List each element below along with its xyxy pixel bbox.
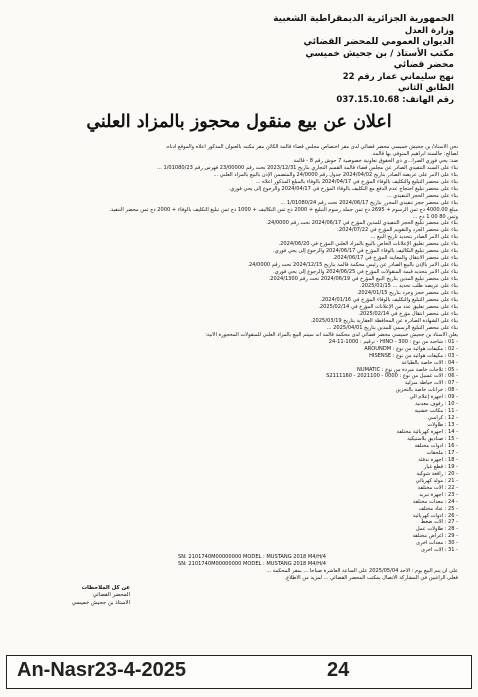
newspaper-footer xyxy=(6,655,472,689)
notice-body-line: - 31 : آلات أخرى xyxy=(420,547,458,554)
notice-body-line: بناء على عريضة طلب تحديد ... 2025/01/15. xyxy=(359,283,458,290)
notice-body-line: بناء على محضر حجز تنفيذي المحرر بتاريخ 2024/06/17 تحت رقم 1/01080/24 ... xyxy=(280,199,458,206)
notice-body-line: بناء على محضر تبليغ الحجز التنفيذي للمدين المؤرخ في 2024/06/17 تحت رقم 24/0000. xyxy=(266,220,458,227)
notice-body-line: - 11 : مكاتب خشبية xyxy=(414,408,458,415)
notice-body-line: بناء على محضر حجز وجرد بتاريخ 2024/01/15. xyxy=(356,290,458,297)
signature-line: عن كل الملاحظات xyxy=(81,585,130,591)
notice-body xyxy=(46,144,458,582)
notice-body-line: بناء على محضر تعليق الإعلانات الخاص بالبيع بالمزاد العلني المؤرخ في 2024/06/20. xyxy=(278,241,458,248)
notice-body-line: بناء على السند التنفيذي الصادر عن مجلس قضاء قالمة القسم التجاري بتاريخ 2023/12/31 تحت رقم 23/00000 فهرس رقم 1/01080/23 ... xyxy=(156,164,458,171)
header-line: نهج سليماني عمار رقم 22 xyxy=(342,71,454,82)
notice-body-line: بناء على الشهادة الصادرة عن المحافظة العقارية بتاريخ 2025/03/19. xyxy=(310,317,458,324)
notice-body-line: - 24 : معدات مختلفة xyxy=(412,498,458,505)
notice-body-line: - 12 : كراسي xyxy=(427,415,458,422)
notice-body-line: - 07 : آلات خياطة منزلية xyxy=(404,380,458,387)
notice-body-line: بناء على الأمر بتحديد قيمة المنقولات المؤرخ في 2024/06/25 والرجوع إلى يحي فوزي. xyxy=(273,269,458,276)
notice-body-line: على أن يتم البيع يوم : الأحد 2025/05/04 على الساعة العاشرة صباحا ... بمقر المحكمة ... xyxy=(266,568,458,575)
notice-body-line: - 06 : آلات غسيل من نوع : S2111160 - 2021100 - 0000 xyxy=(326,373,458,380)
notice-body-line: - 08 : خزانات خاصة بالتخزين xyxy=(395,387,458,394)
notice-body-line: - 03 : مكيفات هوائية من نوع : HISENSE xyxy=(369,352,458,359)
notice-body-line: - 23 : أجهزة تبريد xyxy=(419,491,458,498)
notice-body-line: SN: 2101740M00000000 MODEL : MUSTANG 2018 M4/H/4 xyxy=(178,554,326,561)
header-line: الديوان العمومي للمحضر القضائي xyxy=(303,37,454,47)
notice-body-line: بناء على محضر الانتقال والمعاينة المؤرخ في 2024/06/17. xyxy=(332,255,458,262)
notice-body-line: - 18 : أجهزة تدفئة xyxy=(418,456,458,463)
notice-body-line: - 13 : طاولات xyxy=(427,422,458,429)
notice-body-line: بناء على محضر تبليغ المدين بتاريخ البيع المؤرخ في 2024/06/19 تحت رقم 2024/1300. xyxy=(268,276,458,283)
signature-line: الأستاذ بن جحيش خميسي xyxy=(71,599,130,606)
notice-body-line: يعلن الأستاذ بن جحيش خميسي محضر قضائي لدى محكمة قالمة أنه سيتم البيع بالمزاد العلني للمنقولات المحجوزة الآتية: xyxy=(205,331,458,338)
notice-body-line: بناء على محضر الحجز التنفيذي ... xyxy=(386,192,458,199)
header-line: الطابق الثاني xyxy=(398,83,454,93)
notice-body-line: بناء على محضر تبليغ التكاليف بالوفاء المؤرخ في 2024/06/17 والرجوع إلى يحي فوزي. xyxy=(273,248,458,255)
notice-body-line: - 05 : ثلاجات خاصة مبردة من نوع : NUMATIC xyxy=(357,366,458,373)
notice-body-line: فعلى الراغبين في المشاركة الاتصال بمكتب المحضر القضائي ... لمزيد من الاطلاع. xyxy=(284,575,458,582)
notice-body-line: بناء على محضر الجرد والتقويم المؤرخ في 2024/07/22. xyxy=(337,227,458,234)
notice-title: اعلان عن بيع منقول محجوز بالمزاد العلني xyxy=(86,112,392,132)
notice-body-line: مبلغ 4000.00 دج ثمن الرسوم + 2695 دج ثمن جملة رسوم التبليغ + 2000 دج ثمن التكاليف + 1000 دج ثمن تبليغ التكليف بالوفاء + 2000 دج ثمن محضر التنفيذ. xyxy=(109,206,458,213)
notice-body-line: - 22 : آلات مختلفة xyxy=(417,484,458,491)
notice-body-line: بناء على محضر انتقال مؤرخ في 2025/02/14. xyxy=(358,310,458,317)
notice-body-line: - 30 : معدات أخرى xyxy=(416,540,458,547)
notice-body-line: وثمن 80 00 1 دج ... xyxy=(412,213,458,220)
notice-body-line: بناء على محضر التبليغ والتكليف بالوفاء المؤرخ في 2024/04/17 بالوفاء بالمبلغ المذكور أعلاه ... xyxy=(255,178,458,185)
notice-body-line: نحن الأستاذ/ بن جحيش خميسي محضر قضائي لدى مقر اختصاص مجلس قضاء قالمة الكائن مقر مكتبه بالعنوان المذكور أعلاه والموقع أدناه. xyxy=(165,144,458,150)
notice-body-line: - 15 : صناديق بلاستيكية xyxy=(407,436,458,443)
notice-body-line: - 28 : طاولات عمل xyxy=(415,526,458,533)
notice-body-line: بناء على محضر تبليغ احتجاج عدم الدفع مع التكليف بالوفاء المؤرخ في 2024/04/17 والرجوع إلى يحي فوزي. xyxy=(228,185,458,192)
header-line: الجمهورية الجزائرية الديمقراطية الشعبية xyxy=(273,14,454,24)
notice-body-line: - 17 : ملحقات xyxy=(426,449,458,456)
notice-body-line: لصالح: جالستة ابراهيم المتوفى بها قالمة. xyxy=(371,150,458,157)
notice-body-line: بناء على الأمر بالإذن بالبيع الصادر عن رئيس محكمة قالمة بتاريخ 2024/12/15 تحت رقم 24/0000. xyxy=(247,262,458,269)
notice-body-line: بناء على الأمر الصادر بتحديد تاريخ البيع ... xyxy=(370,234,458,241)
notice-body-line: - 09 : أجهزة إعلام آلي xyxy=(409,394,458,401)
header-line: وزارة العدل xyxy=(404,25,454,36)
notice-body-line: - 14 : أجهزة كهربائية مختلفة xyxy=(396,429,458,436)
newspaper-source: An-Nasr23-4-2025 xyxy=(17,659,186,681)
signature-block xyxy=(40,585,130,607)
header-line: رقم الهاتف: 037.15.10.68 xyxy=(336,94,454,105)
notice-body-line: ضد: يحي فوزي الصرا...ي ذي الحقوق تعاونية خصوصية 7 حوش رقم 8 - قالمة xyxy=(293,157,458,164)
notice-body-line: - 02 : مكيفات هوائية من نوع : AROUNDM xyxy=(364,345,458,352)
notice-body-line: - 29 : أغراض مختلفة xyxy=(412,533,458,540)
notice-body-line: - 20 : رافعة شوكية xyxy=(416,470,458,477)
notice-body-line: - 19 : قطع غيار xyxy=(423,463,458,470)
notice-body-line: - 21 : مولد كهربائي xyxy=(415,477,458,484)
notice-body-line: - 01 : شاحنة من نوع : HINO - 300 - ترقيم : 1000-11-24 xyxy=(328,338,458,345)
notice-body-line: بناء على محضر التبليغ الرسمي للمدين بتاريخ 2025/04/01 ... xyxy=(326,324,458,331)
signature-line: المحضر القضائي xyxy=(92,592,130,599)
notice-body-line: بناء على الأمر على عريضة الصادر بتاريخ 2024/04/02 جدول رقم 24/0000 والمتضمن الإذن بالبيع بالمزاد العلني ... xyxy=(213,171,458,178)
notice-body-line: - 10 : رفوف معدنية xyxy=(415,401,458,408)
header-line: محضر قضائي xyxy=(393,60,454,70)
notice-body-line: - 16 : أدوات مختلفة xyxy=(414,442,458,449)
notice-body-line: بناء على محضر تعليق عدد من الإعلانات المؤرخ في 2025/02/14. xyxy=(318,303,458,310)
notice-body-line: - 25 : عتاد مختلف xyxy=(418,505,458,512)
page-number: 24 xyxy=(327,659,350,681)
notice-body-line: - 27 : آلات ضغط xyxy=(420,519,458,526)
notice-body-line: - 04 : آلات خاصة بالطباعة xyxy=(401,359,458,366)
notice-body-line: بناء على محضر التبليغ والتكليف بالوفاء المؤرخ في 2024/01/16. xyxy=(320,296,458,303)
notice-header xyxy=(154,14,454,106)
header-line: مكتب الأستاذ / بن جحيش خميسي xyxy=(305,48,454,59)
notice-body-line: - 26 : أدوات كهربائية xyxy=(412,512,458,519)
notice-body-line: SN: 2101740M00000000 MODEL : MUSTANG 2018 M4/H/4 xyxy=(178,561,326,568)
